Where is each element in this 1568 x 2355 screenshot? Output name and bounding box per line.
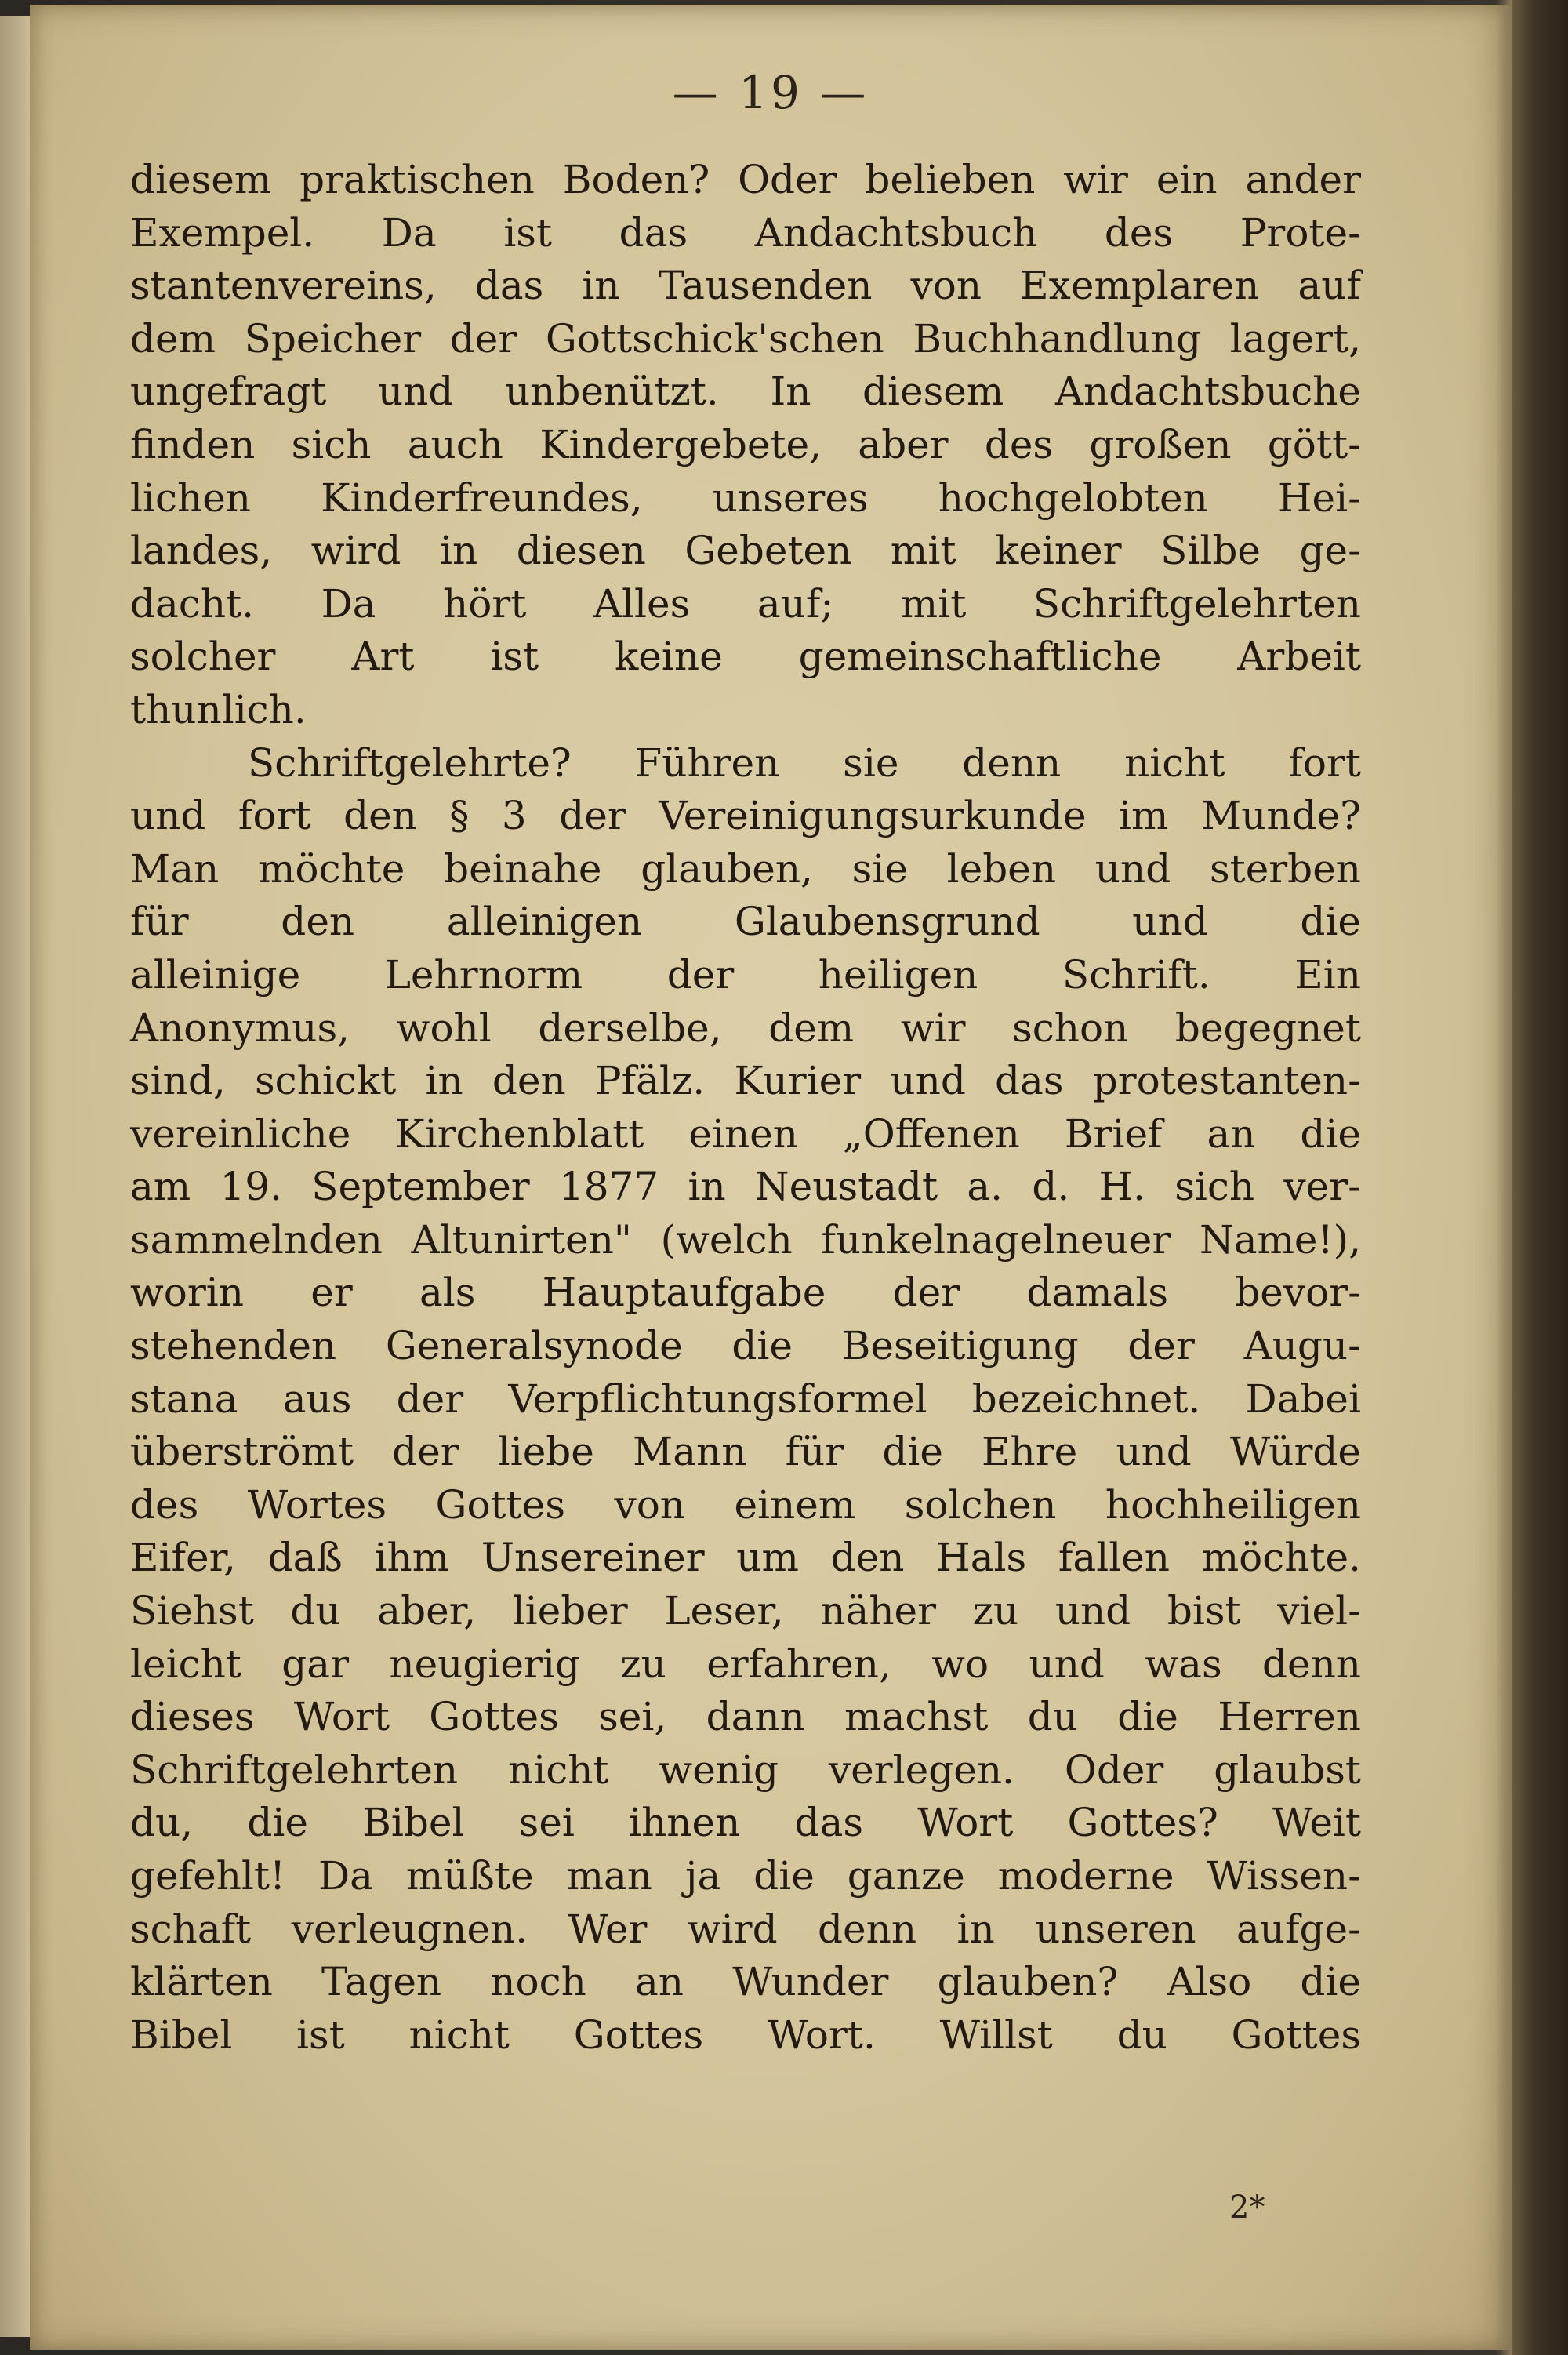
book-page bbox=[30, 5, 1512, 2350]
text-line: leicht gar neugierig zu erfahren, wo und was denn bbox=[130, 1641, 1361, 1687]
text-line: stana aus der Verpflichtungsformel bezeichnet. Dabei bbox=[130, 1376, 1361, 1422]
text-line: du, die Bibel sei ihnen das Wort Gottes? Weit bbox=[130, 1800, 1361, 1846]
text-line: solcher Art ist keine gemeinschaftliche Arbeit bbox=[130, 634, 1361, 680]
page-gutter-shadow bbox=[1496, 0, 1512, 2355]
text-line: Anonymus, wohl derselbe, dem wir schon begegnet bbox=[130, 1005, 1361, 1051]
text-line: schaft verleugnen. Wer wird denn in unseren aufge- bbox=[130, 1906, 1361, 1952]
text-line: finden sich auch Kindergebete, aber des großen gött- bbox=[130, 421, 1361, 467]
text-line: thunlich. bbox=[130, 686, 307, 732]
text-line: sind, schickt in den Pfälz. Kurier und das protestanten- bbox=[130, 1058, 1361, 1104]
text-line: dieses Wort Gottes sei, dann machst du die Herren bbox=[130, 1694, 1361, 1740]
text-line: Man möchte beinahe glauben, sie leben und sterben bbox=[130, 845, 1361, 892]
page-text bbox=[130, 154, 1361, 2062]
text-line: und fort den § 3 der Vereinigungsurkunde im Munde? bbox=[130, 793, 1361, 839]
text-line: klärten Tagen noch an Wunder glauben? Also die bbox=[130, 1959, 1361, 2005]
text-line: für den alleinigen Glaubensgrund und die bbox=[130, 899, 1361, 945]
text-line: sammelnden Altunirten" (welch funkelnagelneuer Name!), bbox=[130, 1216, 1361, 1263]
text-line: worin er als Hauptaufgabe der damals bevor- bbox=[130, 1270, 1361, 1316]
text-line: des Wortes Gottes von einem solchen hochheiligen bbox=[130, 1481, 1361, 1528]
text-line: Eifer, daß ihm Unsereiner um den Hals fallen möchte. bbox=[130, 1535, 1361, 1581]
text-line: Schriftgelehrte? Führen sie denn nicht fort bbox=[248, 740, 1361, 786]
text-line: überströmt der liebe Mann für die Ehre und Würde bbox=[130, 1429, 1361, 1475]
text-line: Bibel ist nicht Gottes Wort. Willst du Gottes bbox=[130, 2012, 1361, 2058]
text-line: dem Speicher der Gottschick'schen Buchhandlung lagert, bbox=[130, 315, 1361, 362]
adjacent-page-edge bbox=[0, 16, 31, 2337]
text-line: diesem praktischen Boden? Oder belieben wir ein ander bbox=[130, 157, 1361, 202]
text-line: Siehst du aber, lieber Leser, näher zu und bist viel- bbox=[130, 1588, 1361, 1634]
text-line: dacht. Da hört Alles auf; mit Schriftgelehrten bbox=[130, 580, 1361, 627]
text-line: gefehlt! Da müßte man ja die ganze moderne Wissen- bbox=[130, 1853, 1361, 1899]
text-line: Schriftgelehrten nicht wenig verlegen. Oder glaubst bbox=[130, 1746, 1361, 1793]
text-line: stehenden Generalsynode die Beseitigung der Augu- bbox=[130, 1323, 1361, 1369]
text-line: stantenvereins, das in Tausenden von Exemplaren auf bbox=[130, 263, 1361, 309]
text-line: lichen Kinderfreundes, unseres hochgelobten Hei- bbox=[130, 474, 1361, 521]
text-line: alleinige Lehrnorm der heiligen Schrift. Ein bbox=[130, 951, 1361, 998]
text-line: Exempel. Da ist das Andachtsbuch des Prote- bbox=[130, 209, 1361, 256]
text-line: landes, wird in diesen Gebeten mit keiner Silbe ge- bbox=[130, 528, 1361, 574]
text-line: am 19. September 1877 in Neustadt a. d. H. sich ver- bbox=[130, 1164, 1361, 1210]
signature-mark: 2* bbox=[1229, 2190, 1265, 2226]
text-line: vereinliche Kirchenblatt einen „Offenen Brief an die bbox=[130, 1110, 1361, 1157]
page-number: — 19 — bbox=[672, 66, 869, 119]
book-binding bbox=[1512, 0, 1568, 2355]
text-line: ungefragt und unbenützt. In diesem Andachtsbuche bbox=[130, 369, 1361, 415]
